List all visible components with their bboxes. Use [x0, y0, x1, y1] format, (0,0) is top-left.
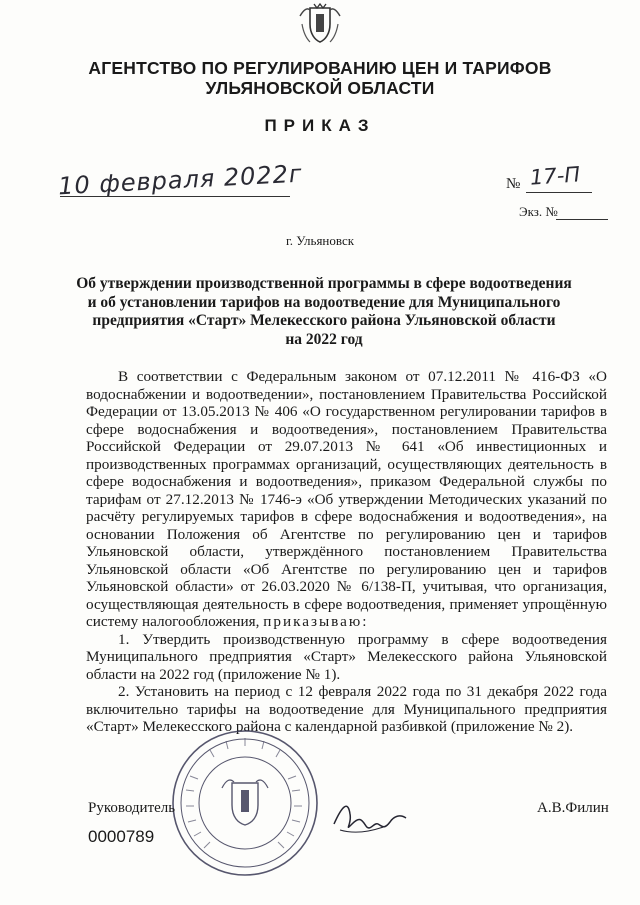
order-number-label: № — [506, 176, 521, 192]
number-underline — [526, 192, 592, 193]
subject-line4: на 2022 год — [285, 330, 363, 348]
registration-number: 0000789 — [88, 827, 155, 846]
subject-line1: Об утверждении производственной программы в сфере водоотведения — [76, 275, 572, 292]
city-name: г. Ульяновск — [285, 233, 355, 248]
coat-of-arms-emblem — [296, 2, 344, 48]
order-subject — [74, 275, 574, 349]
official-seal-stamp — [170, 728, 320, 878]
agency-name-line2: УЛЬЯНОВСКОЙ ОБЛАСТИ — [205, 78, 435, 98]
subject-line2: и об установлении тарифов на водоотведение для Муниципального — [87, 293, 561, 311]
handwritten-signature — [330, 790, 410, 840]
handwritten-order-number: 17-П — [529, 162, 581, 190]
handwritten-date: 10 февраля 2022г — [57, 159, 304, 201]
signatory-title: Руководитель — [88, 800, 176, 816]
order-body — [86, 368, 607, 736]
agency-name-line1: АГЕНТСТВО ПО РЕГУЛИРОВАНИЮ ЦЕН И ТАРИФОВ — [88, 58, 552, 78]
signatory-name: А.В.Филин — [537, 800, 609, 816]
subject-line3: предприятия «Старт» Мелекесского района Ульяновской области — [92, 312, 556, 329]
preamble-paragraph — [86, 368, 607, 631]
copy-number-underline — [556, 219, 608, 220]
item-1: 1. Утвердить производственную программу в сфере водоотведения Муниципального предприятия «Старт» Мелекесского района Ульяновской области на 2022 год (приложение № 1). — [86, 630, 607, 683]
item-2: 2. Установить на период с 12 февраля 2022 года по 31 декабря 2022 года включительно тарифы на водоотведение для Муниципального предприятия «Старт» Мелекесского района с календарной разбивкой (приложение № 2). — [86, 683, 607, 735]
copy-number-label: Экз. № — [519, 204, 558, 219]
preamble-text: В соответствии с Федеральным законом от 07.12.2011 № 416-ФЗ «О водоснабжении и водоотведении», постановлением Правительства Российской Федерации от 13.05.2013 № 406 «О государственном регулировании тарифов в сфере водоснабжения и водоотведения», постановлением Правительства Российской Федерации от 29.07.2013 № 641 «Об инвестиционных и производственных программах организаций, осуществляющих деятельность в сфере водоснабжения и водоотведения», приказом Федеральной службы по тарифам от 27.12.2013 № 1746-э «Об утверждении Методических указаний по расчёту регулируемых тарифов в сфере водоснабжения и водоотведения», на основании Положения об Агентстве по регулированию цен и тарифов Ульяновской области, утверждённого постановлением Правительства Ульяновской области «Об Агентстве по регулированию цен и тарифов Ульяновской области» от 26.03.2020 № 6/138-П, учитывая, что организация, осуществляющая деятельность в сфере водоотведения, применяет упрощённую систему налогообложения, — [86, 368, 607, 630]
order-title: ПРИКАЗ — [264, 116, 376, 135]
order-word: приказываю: — [263, 613, 369, 630]
date-underline — [60, 196, 290, 197]
